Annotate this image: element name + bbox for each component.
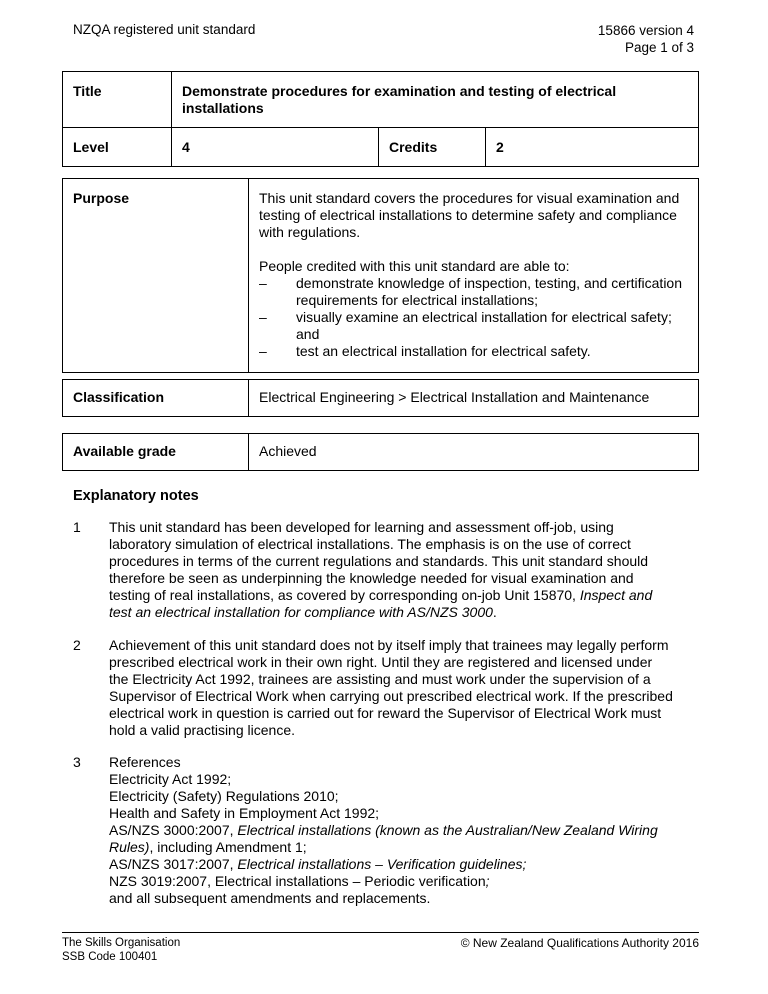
reference-code: AS/NZS 3000:2007,	[109, 822, 238, 838]
level-row	[63, 128, 699, 167]
outcome-dash: –	[259, 275, 267, 291]
classification-table	[62, 379, 699, 417]
note-2	[73, 637, 673, 739]
header-version: 15866 version 4	[597, 23, 694, 38]
title-row	[63, 72, 699, 128]
reference-item: Electricity (Safety) Regulations 2010;	[109, 788, 339, 804]
level-value: 4	[172, 128, 379, 167]
level-label: Level	[63, 128, 172, 167]
note-1	[73, 519, 673, 621]
summary-table	[62, 71, 699, 167]
classification-row	[63, 380, 699, 417]
outcome-text: visually examine an electrical installation for electrical safety; and	[296, 309, 672, 342]
credits-label: Credits	[379, 128, 486, 167]
reference-item	[109, 822, 673, 856]
header-page-number: Page 1 of 3	[624, 40, 694, 55]
reference-tail: , including Amendment 1;	[149, 839, 307, 855]
outcome-text: test an electrical installation for electrical safety.	[296, 343, 591, 359]
purpose-table	[62, 178, 699, 373]
outcome-item	[259, 343, 688, 360]
reference-item: Electricity Act 1992;	[109, 771, 232, 787]
reference-code: AS/NZS 3017:2007,	[109, 856, 238, 872]
note-number: 3	[73, 754, 81, 770]
note-body	[109, 519, 673, 621]
references-heading: References	[109, 754, 181, 770]
outcome-item	[259, 275, 688, 309]
reference-tail: ;	[485, 873, 490, 889]
footer-divider	[62, 932, 699, 933]
outcome-dash: –	[259, 343, 267, 359]
explanatory-notes-heading: Explanatory notes	[73, 488, 199, 504]
footer-ssb-code: SSB Code 100401	[62, 951, 158, 963]
reference-item	[109, 873, 673, 890]
note-body: Achievement of this unit standard does not by itself imply that trainees may legally perform prescribed electrical work in their own right. Until they are registered and licensed under the Electricity Act 1992, trainees are assisting and must work under the supervision of a Supervisor of Electrical Work when carrying out prescribed electrical work. If the prescribed electrical work in question is carried out for reward the Supervisor of Electrical Work must hold a valid practising licence.	[109, 637, 673, 738]
classification-value: Electrical Engineering > Electrical Installation and Maintenance	[249, 380, 699, 417]
grade-row	[63, 434, 699, 471]
reference-title: Electrical installations (known as the Australian/New Zealand Wiring Rules)	[109, 822, 658, 855]
outcome-item	[259, 309, 688, 343]
title-value: Demonstrate procedures for examination and testing of electrical installations	[172, 72, 699, 128]
header-version-page	[598, 22, 694, 56]
title-label: Title	[63, 72, 172, 128]
grade-label: Available grade	[63, 434, 249, 471]
note-number: 1	[73, 519, 81, 535]
reference-item	[109, 856, 673, 873]
reference-item: and all subsequent amendments and replacements.	[109, 890, 431, 906]
outcome-text: demonstrate knowledge of inspection, testing, and certification requirements for electrical installations;	[296, 275, 683, 308]
header-unit-standard-label: NZQA registered unit standard	[73, 22, 256, 37]
outcome-dash: –	[259, 309, 267, 325]
grade-table	[62, 433, 699, 471]
purpose-intro: This unit standard covers the procedures for visual examination and testing of electrical installations to determine safety and compliance with regulations.	[259, 190, 680, 240]
references-list	[109, 754, 673, 907]
purpose-row	[63, 179, 699, 373]
purpose-label: Purpose	[63, 179, 249, 373]
note-3	[73, 754, 673, 907]
reference-code: NZS 3019:2007, Electrical installations – Periodic verification	[109, 873, 486, 889]
reference-item: Health and Safety in Employment Act 1992;	[109, 805, 380, 821]
note-number: 2	[73, 637, 81, 653]
grade-value: Achieved	[249, 434, 699, 471]
purpose-content	[249, 179, 699, 373]
reference-title: Electrical installations – Verification guidelines;	[237, 856, 527, 872]
footer-copyright: © New Zealand Qualifications Authority 2016	[460, 936, 699, 950]
note-text: This unit standard has been developed for learning and assessment off-job, using laboratory simulation of electrical installations. The emphasis is on the use of correct procedures in terms of the current regulations and standards. This unit standard should therefore be seen as underpinning the knowledge needed for visual examination and testing of real installations, as covered by corresponding on-job Unit 15870,	[109, 519, 649, 603]
note-unit-title: Inspect and test an electrical installation for compliance with AS/NZS 3000	[109, 587, 653, 620]
footer-org-name: The Skills Organisation	[62, 937, 181, 949]
credits-value: 2	[486, 128, 699, 167]
purpose-lead: People credited with this unit standard are able to:	[259, 258, 570, 274]
classification-label: Classification	[63, 380, 249, 417]
footer-organisation	[62, 936, 180, 964]
note-text-end: .	[492, 604, 497, 620]
